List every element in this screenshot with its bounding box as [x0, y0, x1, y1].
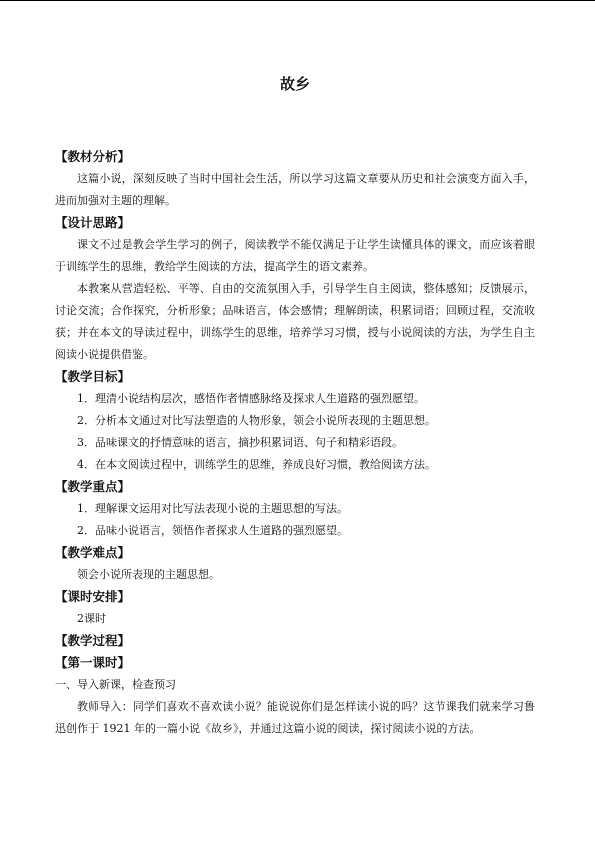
heading-key-points: 【教学重点】	[55, 479, 131, 494]
analysis-paragraph: 这篇小说，深刻反映了当时中国社会生活，所以学习这篇文章要从历史和社会演变方面入手，进而加强对主题的理解。	[55, 172, 535, 207]
goal-item: 3．品味课文的抒情意味的语言，摘抄积累词语、句子和精彩语段。	[77, 436, 403, 449]
heading-design: 【设计思路】	[55, 215, 131, 230]
goal-item: 2．分析本文通过对比写法塑造的人物形象，领会小说所表现的主题思想。	[77, 414, 436, 427]
goal-item: 1．理清小说结构层次，感悟作者情感脉络及探求人生道路的强烈愿望。	[77, 392, 425, 405]
document-title: 故乡	[279, 75, 310, 93]
schedule-text: 2课时	[77, 612, 106, 625]
heading-process: 【教学过程】	[55, 633, 131, 648]
design-paragraph-2: 本教案从营造轻松、平等、自由的交流氛围入手，引导学生自主阅读，整体感知；反馈展示，讨论交流；合作探究，分析形象；品味语言，体会感情；理解朗读，积累词语；回顾过程，交流收获；并在本文的导读过程中，训练学生的思维，培养学习习惯，授与小说阅读的方法，为学生自主阅读小说提供借鉴。	[55, 282, 535, 361]
design-paragraph-1: 课文不过是教会学生学习的例子，阅读教学不能仅满足于让学生读懂具体的课文，而应该着眼于训练学生的思维，教给学生阅读的方法，提高学生的语文素养。	[55, 238, 535, 273]
key-point-item: 1．理解课文运用对比写法表现小说的主题思想的写法。	[77, 502, 348, 515]
difficulties-paragraph: 领会小说所表现的主题思想。	[77, 568, 220, 581]
lesson-1-paragraph: 教师导入：同学们喜欢不喜欢读小说？能说说你们是怎样读小说的吗？这节课我们就来学习鲁迅创作于 1921 年的一篇小说《故乡》，并通过这篇小说的阅读，探讨阅读小说的方法。	[55, 700, 535, 735]
document-page	[55, 74, 535, 740]
key-point-item: 2．品味小说语言，领悟作者探求人生道路的强烈愿望。	[77, 524, 348, 537]
heading-goals: 【教学目标】	[55, 369, 131, 384]
heading-analysis: 【教材分析】	[55, 149, 131, 164]
heading-difficulties: 【教学难点】	[55, 545, 131, 560]
goal-item: 4．在本文阅读过程中，训练学生的思维，养成良好习惯，教给阅读方法。	[77, 458, 436, 471]
top-rule	[0, 0, 595, 1]
heading-lesson-1: 【第一课时】	[55, 655, 131, 670]
lesson-1-step-1: 一、导入新课，检查预习	[55, 678, 176, 691]
heading-schedule: 【课时安排】	[55, 589, 131, 604]
